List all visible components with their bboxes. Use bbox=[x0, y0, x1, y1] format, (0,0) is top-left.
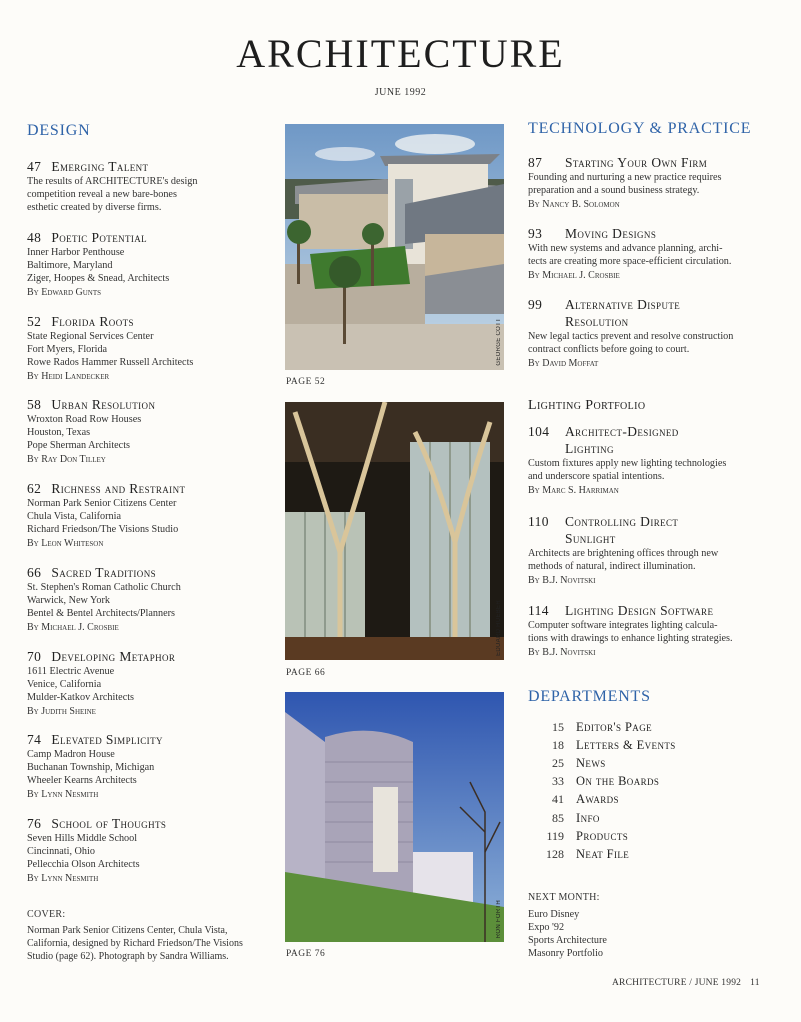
article-byline: By Edward Gunts bbox=[27, 287, 101, 298]
department-page-number: 33 bbox=[552, 774, 564, 789]
article-byline: By Marc S. Harriman bbox=[528, 485, 619, 496]
article-description-line: Baltimore, Maryland bbox=[27, 260, 113, 271]
design-article bbox=[27, 564, 272, 634]
article-title bbox=[27, 731, 272, 748]
article-title-line: Controlling Direct bbox=[565, 514, 679, 529]
article-byline: By Leon Whiteson bbox=[27, 538, 104, 549]
design-section-heading: DESIGN bbox=[27, 122, 91, 139]
article-title bbox=[528, 423, 773, 457]
article-title bbox=[27, 564, 272, 581]
article-title-line: Resolution bbox=[565, 314, 629, 329]
article-description-line: Houston, Texas bbox=[27, 427, 91, 438]
article-title-line: Architect-Designed bbox=[565, 424, 679, 439]
article-description-line: tions with drawings to enhance lighting strategies. bbox=[528, 633, 733, 644]
article-title-text bbox=[565, 296, 773, 330]
magazine-masthead: ARCHITECTURE bbox=[236, 31, 565, 76]
department-label: Info bbox=[576, 810, 600, 825]
article-description-line: Inner Harbor Penthouse bbox=[27, 247, 125, 258]
lighting-portfolio-heading: Lighting Portfolio bbox=[528, 398, 646, 413]
department-page-number: 25 bbox=[552, 755, 564, 770]
article-title-text bbox=[565, 602, 773, 619]
article-title-text: Urban Resolution bbox=[51, 397, 156, 412]
department-page-number: 15 bbox=[552, 719, 564, 734]
article-page-number: 99 bbox=[528, 297, 543, 312]
article-description-line: Architects are brightening offices through new bbox=[528, 548, 719, 559]
article-description-line: Richard Friedson/The Visions Studio bbox=[27, 524, 179, 535]
department-page-number: 18 bbox=[552, 737, 564, 752]
article-description-line: State Regional Services Center bbox=[27, 331, 154, 342]
design-article bbox=[27, 396, 272, 466]
article-description-line: preparation and a sound business strategy. bbox=[528, 185, 700, 196]
article-description-line: Camp Madron House bbox=[27, 749, 115, 760]
department-page-number: 128 bbox=[546, 846, 564, 861]
lighting-article bbox=[528, 602, 773, 659]
technology-section-heading: TECHNOLOGY & PRACTICE bbox=[528, 120, 752, 137]
article-description-line: Warwick, New York bbox=[27, 595, 110, 606]
article-page-number: 70 bbox=[27, 649, 42, 664]
article-title bbox=[528, 296, 773, 330]
article-byline: By B.J. Novitski bbox=[528, 575, 596, 586]
article-byline: By David Moffat bbox=[528, 358, 599, 369]
department-item bbox=[530, 773, 676, 791]
next-month-box bbox=[528, 891, 607, 960]
article-page-number: 76 bbox=[27, 816, 42, 831]
article-title-text: Poetic Potential bbox=[51, 230, 148, 245]
article-title-line: Starting Your Own Firm bbox=[565, 155, 708, 170]
article-title-line: Alternative Dispute bbox=[565, 297, 681, 312]
cover-caption bbox=[27, 908, 267, 963]
next-month-item: Euro Disney bbox=[528, 909, 580, 920]
article-title bbox=[27, 313, 272, 330]
article-title-text bbox=[565, 513, 773, 547]
article-title-text: Sacred Traditions bbox=[51, 565, 156, 580]
article-title-text: Florida Roots bbox=[51, 314, 134, 329]
article-description-line: Fort Myers, Florida bbox=[27, 344, 108, 355]
article-byline: By Heidi Landecker bbox=[27, 371, 110, 382]
photo-page-label-66: PAGE 66 bbox=[286, 668, 326, 678]
design-article bbox=[27, 815, 272, 885]
article-page-number: 62 bbox=[27, 481, 42, 496]
article-description-line: The results of ARCHITECTURE's design bbox=[27, 176, 198, 187]
photo-page-label-76: PAGE 76 bbox=[286, 949, 326, 959]
article-title-text: Emerging Talent bbox=[51, 159, 149, 174]
department-label: News bbox=[576, 755, 606, 770]
article-title bbox=[27, 648, 272, 665]
article-description-line: tects are creating more space-efficient circulation. bbox=[528, 256, 732, 267]
article-page-number: 110 bbox=[528, 514, 549, 529]
article-description-line: Computer software integrates lighting calcula- bbox=[528, 620, 718, 631]
article-title bbox=[27, 158, 272, 175]
next-month-item: Expo '92 bbox=[528, 922, 565, 933]
article-title-text bbox=[565, 225, 773, 242]
article-description-line: Norman Park Senior Citizens Center bbox=[27, 498, 177, 509]
article-title bbox=[528, 513, 773, 547]
department-label: Neat File bbox=[576, 846, 630, 861]
article-byline: By Michael J. Crosbie bbox=[528, 270, 620, 281]
photo-credit-george-cott: GEORGE COTT bbox=[496, 318, 502, 366]
article-byline: By B.J. Novitski bbox=[528, 647, 596, 658]
article-description-line: Chula Vista, California bbox=[27, 511, 121, 522]
article-page-number: 87 bbox=[528, 155, 543, 170]
article-byline: By Michael J. Crosbie bbox=[27, 622, 119, 633]
article-description-line: 1611 Electric Avenue bbox=[27, 666, 115, 677]
article-description-line: Pellecchia Olson Architects bbox=[27, 859, 140, 870]
photo-florida-roots bbox=[285, 124, 504, 370]
design-article bbox=[27, 229, 272, 299]
photo-credit-eduard-hueber: EDUARD HUEBER bbox=[496, 600, 502, 656]
building-courtyard-photo bbox=[285, 124, 504, 370]
article-title bbox=[27, 396, 272, 413]
cover-text: Norman Park Senior Citizens Center, Chula Vista, California, designed by Richard Friedson/The Visions Studio (page 62). Photograph by Sandra Williams. bbox=[27, 925, 243, 962]
article-description-line: and underscore spatial intentions. bbox=[528, 471, 665, 482]
article-title-line: Moving Designs bbox=[565, 226, 657, 241]
design-article bbox=[27, 480, 272, 550]
article-title-line: Lighting bbox=[565, 441, 614, 456]
article-page-number: 74 bbox=[27, 732, 42, 747]
departments-section-heading: DEPARTMENTS bbox=[528, 688, 651, 705]
department-label: Awards bbox=[576, 792, 619, 807]
article-description-line: Mulder-Katkov Architects bbox=[27, 692, 135, 703]
article-title bbox=[27, 815, 272, 832]
department-label: On the Boards bbox=[576, 774, 660, 789]
article-description-line: competition reveal a new bare-bones bbox=[27, 189, 177, 200]
department-item bbox=[530, 827, 676, 845]
next-month-item: Masonry Portfolio bbox=[528, 948, 603, 959]
photo-page-label-52: PAGE 52 bbox=[286, 377, 326, 387]
article-description-line: Custom fixtures apply new lighting technologies bbox=[528, 458, 727, 469]
issue-date: JUNE 1992 bbox=[374, 87, 427, 98]
article-title-text bbox=[565, 423, 773, 457]
department-item bbox=[530, 754, 676, 772]
article-description-line: Venice, California bbox=[27, 679, 102, 690]
design-article bbox=[27, 648, 272, 718]
department-label: Editor's Page bbox=[576, 719, 653, 734]
article-page-number: 66 bbox=[27, 565, 42, 580]
article-description-line: Founding and nurturing a new practice requires bbox=[528, 172, 722, 183]
article-description-line: contract conflicts before going to court. bbox=[528, 344, 690, 355]
article-byline: By Lynn Nesmith bbox=[27, 873, 99, 884]
tech-article bbox=[528, 296, 773, 370]
footer-text: ARCHITECTURE / JUNE 1992 bbox=[612, 978, 742, 988]
article-byline: By Nancy B. Solomon bbox=[528, 199, 620, 210]
article-byline: By Lynn Nesmith bbox=[27, 789, 99, 800]
article-page-number: 58 bbox=[27, 397, 42, 412]
page-footer bbox=[612, 978, 760, 988]
article-description-line: Wheeler Kearns Architects bbox=[27, 775, 137, 786]
lighting-article bbox=[528, 513, 773, 587]
department-item bbox=[530, 736, 676, 754]
article-description-line: esthetic created by diverse firms. bbox=[27, 202, 162, 213]
article-page-number: 93 bbox=[528, 226, 543, 241]
article-page-number: 52 bbox=[27, 314, 42, 329]
next-month-label: NEXT MONTH: bbox=[528, 892, 600, 903]
department-label: Products bbox=[576, 828, 629, 843]
department-page-number: 41 bbox=[552, 792, 564, 807]
article-description-line: Rowe Rados Hammer Russell Architects bbox=[27, 357, 194, 368]
article-title-text: Developing Metaphor bbox=[51, 649, 176, 664]
article-title-text bbox=[565, 154, 773, 171]
department-item bbox=[530, 809, 676, 827]
department-item bbox=[530, 791, 676, 809]
article-title bbox=[528, 154, 773, 171]
page-number: 11 bbox=[750, 978, 760, 988]
article-description-line: methods of natural, indirect illumination. bbox=[528, 561, 696, 572]
department-page-number: 85 bbox=[552, 810, 564, 825]
article-description-line: With new systems and advance planning, archi- bbox=[528, 243, 723, 254]
department-label: Letters & Events bbox=[576, 737, 676, 752]
article-title bbox=[27, 480, 272, 497]
departments-list bbox=[530, 718, 676, 864]
article-description-line: Buchanan Township, Michigan bbox=[27, 762, 155, 773]
photo-school-of-thoughts bbox=[285, 692, 504, 942]
article-title-text: Richness and Restraint bbox=[51, 481, 186, 496]
article-title-line: Sunlight bbox=[565, 531, 616, 546]
article-title-text: Elevated Simplicity bbox=[51, 732, 163, 747]
article-title-text: School of Thoughts bbox=[51, 816, 167, 831]
church-interior-photo bbox=[285, 402, 504, 660]
article-description-line: Ziger, Hoopes & Snead, Architects bbox=[27, 273, 170, 284]
article-description-line: Seven Hills Middle School bbox=[27, 833, 138, 844]
tech-article bbox=[528, 154, 773, 211]
article-description-line: St. Stephen's Roman Catholic Church bbox=[27, 582, 181, 593]
tech-article bbox=[528, 225, 773, 282]
design-article bbox=[27, 731, 272, 801]
department-item bbox=[530, 718, 676, 736]
cover-label: COVER: bbox=[27, 909, 66, 920]
article-description-line: Bentel & Bentel Architects/Planners bbox=[27, 608, 175, 619]
design-article bbox=[27, 158, 272, 214]
article-page-number: 114 bbox=[528, 603, 549, 618]
article-description-line: New legal tactics prevent and resolve construction bbox=[528, 331, 734, 342]
photo-credit-ron-forth: RON FORTH bbox=[496, 899, 502, 938]
article-byline: By Ray Don Tilley bbox=[27, 454, 106, 465]
next-month-item: Sports Architecture bbox=[528, 935, 607, 946]
article-title bbox=[27, 229, 272, 246]
article-byline: By Judith Sheine bbox=[27, 706, 96, 717]
design-article bbox=[27, 313, 272, 383]
department-page-number: 119 bbox=[546, 828, 564, 843]
article-title bbox=[528, 602, 773, 619]
article-page-number: 104 bbox=[528, 424, 550, 439]
article-title bbox=[528, 225, 773, 242]
photo-sacred-traditions bbox=[285, 402, 504, 660]
article-page-number: 47 bbox=[27, 159, 42, 174]
article-description-line: Pope Sherman Architects bbox=[27, 440, 130, 451]
school-building-photo bbox=[285, 692, 504, 942]
lighting-article bbox=[528, 423, 773, 497]
article-description-line: Wroxton Road Row Houses bbox=[27, 414, 142, 425]
department-item bbox=[530, 845, 676, 863]
article-title-line: Lighting Design Software bbox=[565, 603, 714, 618]
article-description-line: Cincinnati, Ohio bbox=[27, 846, 95, 857]
article-page-number: 48 bbox=[27, 230, 42, 245]
